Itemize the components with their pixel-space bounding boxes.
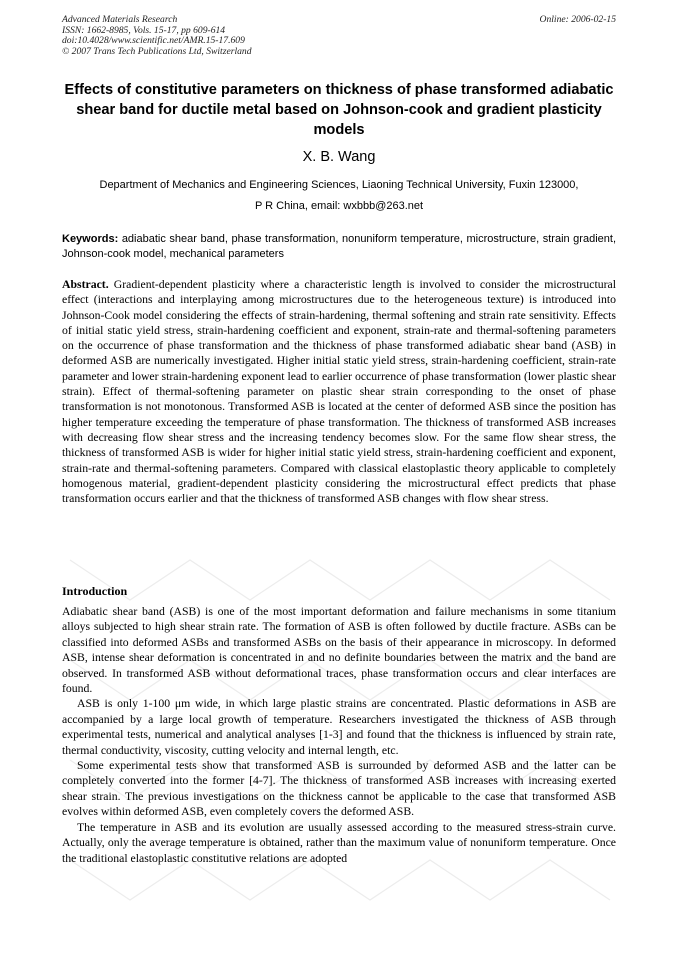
online-date: Online: 2006-02-15: [539, 14, 616, 25]
paragraph: The temperature in ASB and its evolution are usually assessed according to the measured stress-strain curve. Actually, only the average temperature is obtained, rather than the maximum value of nonuniform temperature. Once the traditional elastoplastic constitutive relations are adopted: [62, 820, 616, 865]
doi-line: doi:10.4028/www.scientific.net/AMR.15-17.609: [62, 35, 245, 47]
paragraph: Adiabatic shear band (ASB) is one of the most important deformation and failure mechanisms in some titanium alloys subjected to high shear strain rate. The formation of ASB is often followed by ductile fracture. ASBs can be classified into deformed ASBs and transformed ASBs on the basis of their appearance in microscopy. In deformed ASB, intense shear deformation is concentrated in and no definite boundaries between the matrix and the band are observed. In transformed ASB without deformational traces, phase transformation occurs and clear interfaces are found.: [62, 605, 616, 696]
keywords-text: adiabatic shear band, phase transformation, nonuniform temperature, microstructure, strain gradient, Johnson-cook model, mechanical parameters: [62, 233, 616, 260]
affiliation-line-1: Department of Mechanics and Engineering Sciences, Liaoning Technical University, Fuxin 123000,: [99, 179, 579, 191]
abstract: [62, 277, 616, 506]
paragraph: Some experimental tests show that transformed ASB is surrounded by deformed ASB and the latter can be completely converted into the former [4-7]. The thickness of transformed ASB increases with increasing exerted shear strain. The previous investigations on the thickness cannot be applicable to the case that transformed ASB evolves within deformed ASB, even completely covers the deformed ASB.: [62, 759, 616, 819]
author-name: X. B. Wang: [302, 149, 376, 165]
affiliation-line-2: P R China, email: wxbbb@263.net: [254, 200, 424, 212]
affiliation: [62, 175, 616, 217]
abstract-label: Abstract.: [62, 278, 109, 291]
paper-title: Effects of constitutive parameters on thickness of phase transformed adiabatic shear band for ductile metal based on Johnson-cook and gradient plasticity models: [64, 82, 614, 138]
keywords-label: Keywords:: [62, 233, 119, 245]
paragraph: ASB is only 1-100 μm wide, in which large plastic strains are concentrated. Plastic deformations in ASB are accompanied by a large local growth of temperature. Researchers investigated the thickness of ASB through experimental tests, numerical and analytical analyses [1-3] and found that the thickness is influenced by strain rate, thermal conductivity, viscosity, cutting velocity and internal length, etc.: [62, 697, 616, 757]
journal-name: Advanced Materials Research: [62, 14, 178, 25]
journal-header: [62, 15, 616, 57]
introduction-body: [62, 604, 616, 866]
keywords: [62, 232, 616, 261]
issn-line: ISSN: 1662-8985, Vols. 15-17, pp 609-614: [62, 24, 226, 36]
section-heading-introduction: Introduction: [62, 584, 128, 598]
abstract-text: Gradient-dependent plasticity where a characteristic length is involved to consider the microstructural effect (interactions and interplaying among microstructures due to the heterogeneous texture) is introduced into Johnson-Cook model considering the effects of strain-hardening, thermal softening and strain rate sensitivity. Effects of initial static yield stress, strain-hardening coefficient and exponent, strain-rate and thermal-softening parameters on the occurrence of phase transformation and the thickness of phase transformed adiabatic shear band (ASB) in deformed ASB are numerically investigated. Higher initial static yield stress, strain-hardening coefficient, strain-rate parameter and lower strain-hardening exponent lead to earlier occurrence of phase transformation (lower plastic shear strain). Effect of thermal-softening parameter on plastic shear strain corresponding to the onset of phase transformation is not monotonous. Transformed ASB is located at the center of deformed ASB since the position has higher temperature exceeding the temperature of phase transformation. The thickness of transformed ASB increases with decreasing flow shear stress and the increasing tendency becomes slow. For the same flow shear stress, the thickness of transformed ASB is wider for higher initial static yield stress, strain-hardening coefficient and exponent, strain-rate and thermal-softening parameters. Compared with classical elastoplastic theory applicable to completely homogenous material, gradient-dependent plasticity considering the microstructural effect predicts that phase transformation occurs earlier and that the thickness of transformed ASB changes with flow shear stress.: [62, 278, 617, 506]
copyright-line: © 2007 Trans Tech Publications Ltd, Switzerland: [62, 45, 252, 57]
